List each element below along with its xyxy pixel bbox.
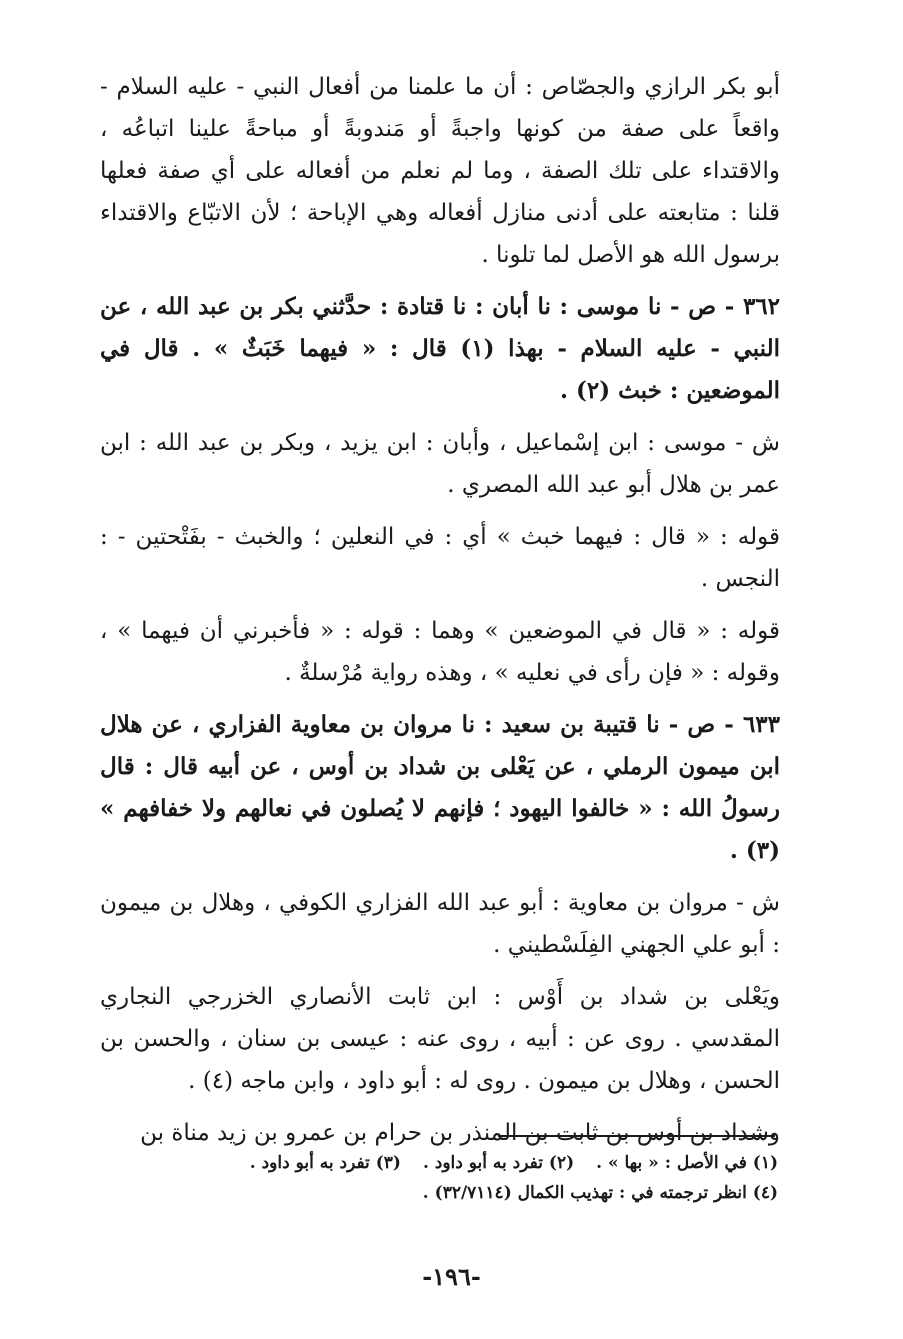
- footnote-4: (٤) انظر ترجمته في : تهذيب الكمال (٣٢/٧١١٤) .: [422, 1183, 778, 1203]
- footnotes: [98, 1148, 778, 1208]
- paragraph-9: وشداد بن أوس بن ثابت بن المنذر بن حرام بن عمرو بن زيد مناة بن: [140, 1120, 780, 1146]
- paragraph-7: ش - مروان بن معاوية : أبو عبد الله الفزاري الكوفي ، وهلال بن ميمون : أبو علي الجهني الفِلَسْطيني .: [100, 890, 780, 958]
- page-body: [100, 66, 780, 1164]
- paragraph-1: أبو بكر الرازي والجصّاص : أن ما علمنا من أفعال النبي - عليه السلام - واقعاً على صفة من كونها واجبةً أو مَندوبةً أو مباحةً علينا اتباعُه ، والاقتداء على تلك الصفة ، وما لم نعلم من أفعاله على أي صفة فعلها قلنا : متابعته على أدنى منازل أفعاله وهي الإباحة ؛ لأن الاتبّاع والاقتداء برسول الله هو الأصل لما تلونا .: [100, 74, 780, 268]
- paragraph-5: قوله : « قال في الموضعين » وهما : قوله : « فأخبرني أن فيهما » ، وقوله : « فإن رأى في نعليه » ، وهذه رواية مُرْسلةٌ .: [100, 618, 780, 686]
- footnote-1: (١) في الأصل : « بها » .: [596, 1153, 778, 1173]
- paragraph-3: ش - موسى : ابن إسْماعيل ، وأبان : ابن يزيد ، وبكر بن عبد الله : ابن عمر بن هلال أبو عبد الله المصري .: [100, 430, 780, 498]
- footnote-3: (٣) تفرد به أبو داود .: [249, 1153, 401, 1173]
- footnote-line-2: [98, 1178, 778, 1208]
- hadith-633: ٦٣٣ - ص - نا قتيبة بن سعيد : نا مروان بن معاوية الفزاري ، عن هلال ابن ميمون الرملي ، عن يَعْلى بن شداد بن أوس ، عن أبيه قال : قال رسولُ الله : « خالفوا اليهود ؛ فإنهم لا يُصلون في نعالهم ولا خفافهم » (٣) .: [100, 711, 780, 864]
- hadith-362: ٣٦٢ - ص - نا موسى : نا أبان : نا قتادة : حدَّثني بكر بن عبد الله ، عن النبي - عليه السلام - بهذا (١) قال : « فيهما خَبَثٌ » . قال في الموضعين : خبث (٢) .: [100, 293, 780, 404]
- page-number: -١٩٦-: [422, 1262, 481, 1291]
- paragraph-4: قوله : « قال : فيهما خبث » أي : في النعلين ؛ والخبث - بفَتْحتين - : النجس .: [100, 524, 780, 592]
- footnote-line-1: [98, 1148, 778, 1178]
- paragraph-8: ويَعْلى بن شداد بن أَوْس : ابن ثابت الأنصاري الخزرجي النجاري المقدسي . روى عن : أبيه ، روى عنه : عيسى بن سنان ، والحسن بن الحسن ، وهلال بن ميمون . روى له : أبو داود ، وابن ماجه (٤) .: [100, 984, 780, 1094]
- footnote-2: (٢) تفرد به أبو داود .: [422, 1153, 575, 1173]
- footnote-divider: [498, 1135, 775, 1137]
